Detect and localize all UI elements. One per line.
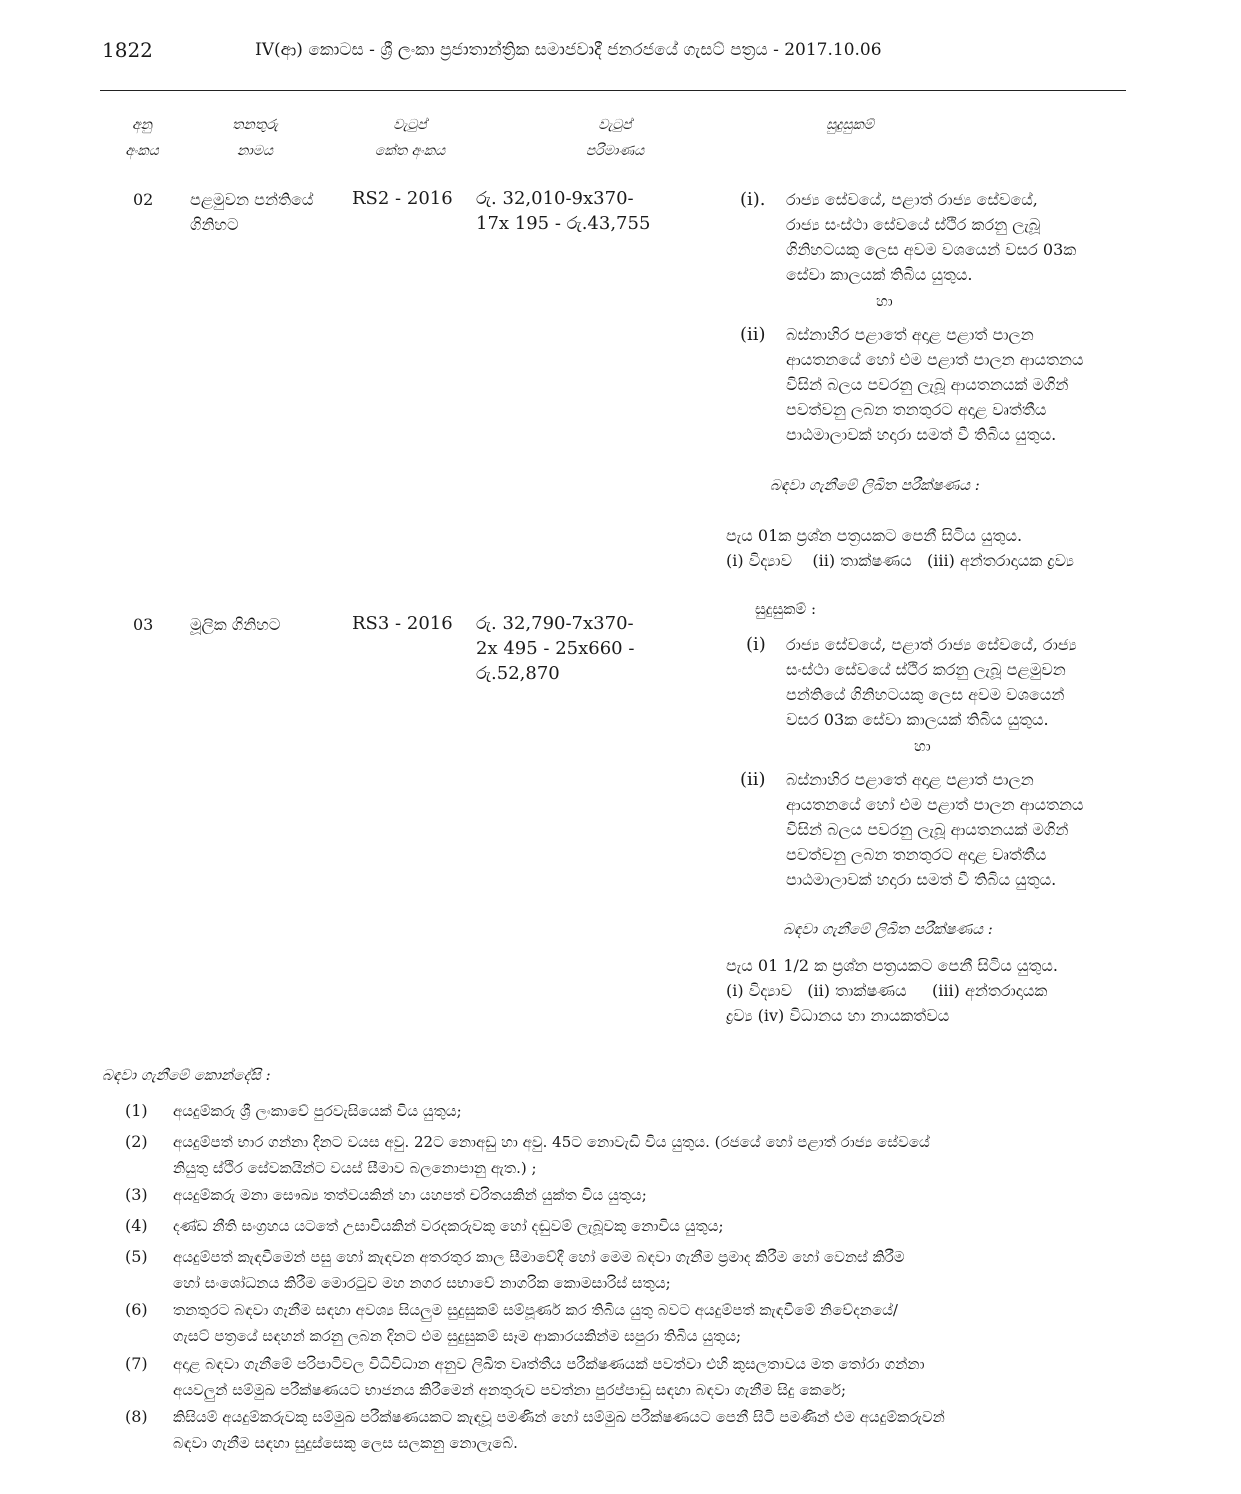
column-header-salary (555, 112, 675, 164)
row-no: 02 (133, 190, 154, 209)
qualification-line: රාජ්‍ය සංස්ථා සේවයේ ස්ථිර කරනු ලැබූ (786, 215, 1041, 234)
condition-marker: (2) (125, 1132, 148, 1151)
condition-marker: (7) (125, 1354, 148, 1373)
condition-line: අයවලුන් සම්මුඛ පරීක්ෂණයට භාජනය කිරීමෙන් අනතුරුව පවත්නා පුරප්පාඩු සඳහා බඳවා ගැනීම සිදු කෙරේ; (173, 1381, 847, 1399)
qualification-text (786, 632, 1126, 732)
column-header-name (200, 112, 310, 164)
exam-heading: බඳවා ගැනීමේ ලිඛිත පරීක්ෂණය : (783, 920, 993, 938)
condition-text (173, 1213, 1126, 1239)
row-name (190, 612, 350, 637)
qualification-line: සංස්ථා සේවයේ ස්ථිර කරනු ලැබූ පළමුවන (786, 660, 1066, 679)
condition-marker: (6) (125, 1300, 148, 1319)
row-name-line: මූලික ගිනිහට (190, 615, 281, 634)
page-title: IV(ආ) කොටස - ශ්‍රී ලංකා ප්‍රජාතාන්ත්‍රික සමාජවාදී ජනරජයේ ගැසට් පත්‍රය - 2017.10.06 (255, 40, 882, 60)
column-header-name-line2: නාමය (236, 143, 274, 159)
condition-text (173, 1297, 1126, 1349)
condition-line: අයදුම්කරු ශ්‍රී ලංකාවේ පුරවැසියෙක් විය යුතුය; (173, 1102, 462, 1120)
condition-line: කිසියම් අයදුම්කරුවකු සම්මුඛ පරීක්ෂණයකට කැඳවූ පමණින් හෝ සම්මුඛ පරීක්ෂණයට පෙනී සිටි පමණින් එම අයදුම්කරුවන් (173, 1408, 945, 1426)
qualification-line: පාඨමාලාවක් හදාරා සමත් වී තිබිය යුතුය. (786, 425, 1057, 444)
exam-heading: බඳවා ගැනීමේ ලිඛිත පරීක්ෂණය : (770, 476, 980, 494)
qualification-line: ගිනිහටයකු ලෙස අවම වශයෙන් වසර 03ක (786, 240, 1077, 259)
qualification-line: පන්තියේ ගිනිහටයකු ලෙස අවම වශයෙන් (786, 685, 1065, 704)
condition-line: බඳවා ගැනීම සඳහා සුදුස්සෙකු ලෙස සලකනු නොලැබේ. (173, 1434, 518, 1452)
column-header-salary-line2: පරිමාණය (585, 143, 645, 159)
condition-text (173, 1129, 1126, 1181)
exam-text (726, 953, 1126, 1028)
qualification-line: රාජ්‍ය සේවයේ, පළාත් රාජ්‍ය සේවයේ, රාජ්‍ය (786, 635, 1077, 654)
condition-marker: (3) (125, 1185, 148, 1204)
row-salary-line: රු. 32,790-7x370- (476, 613, 634, 634)
page-number: 1822 (102, 38, 153, 62)
qualification-text (786, 322, 1126, 447)
condition-line: හෝ සංශෝධනය කිරීම මොරටුව මහ නගර සභාවේ නාගරික කොමසාරිස් සතුය; (173, 1274, 671, 1292)
qualification-line: පවත්වනු ලබන තනතුරට අදාළ වෘත්තීය (786, 400, 1047, 419)
row-salary-line: රු. 32,010-9x370- (476, 188, 634, 209)
row-name-line: ගිනිහට (190, 215, 239, 234)
qualification-marker: (i) (746, 634, 766, 655)
exam-text (726, 523, 1126, 573)
row-name-line: පළමුවන පන්තියේ (190, 190, 314, 209)
qualification-line: පවත්වනු ලබන තනතුරට අදාළ වෘත්තීය (786, 845, 1047, 864)
condition-marker: (5) (125, 1247, 148, 1266)
row-salary-line: රු.52,870 (476, 663, 560, 684)
column-header-salary-line1: වැටුප් (598, 117, 632, 133)
condition-marker: (8) (125, 1407, 148, 1426)
row-salary-line: 2x 495 - 25x660 - (476, 638, 635, 659)
exam-line: පැය 01ක ප්‍රශ්න පත්‍රයකට පෙනී සිටිය යුතුය. (726, 526, 1023, 545)
condition-text (173, 1182, 1126, 1208)
qualification-line: වසර 03ක සේවා කාලයක් තිබිය යුතුය. (786, 710, 1049, 729)
and-word: හා (914, 737, 931, 755)
column-header-code-line2: කේත අංකය (374, 143, 446, 159)
header-rule (100, 90, 1126, 91)
condition-text (173, 1351, 1126, 1403)
exam-line: (i) විද්‍යාව (ii) තාක්ෂණය (iii) අන්තරාදායක ද්‍රව්‍ය (726, 551, 1074, 570)
qualification-marker: (ii) (740, 324, 766, 345)
qualification-line: විසින් බලය පවරනු ලැබූ ආයතනයක් මගින් (786, 375, 1069, 394)
condition-line: දණ්ඩ නීති සංග්‍රහය යටතේ උසාවියකින් වරදකරුවකු හෝ දඬුවම් ලැබූවකු නොවිය යුතුය; (173, 1217, 724, 1235)
column-header-code (350, 112, 470, 164)
qualification-line: ආයතනයේ හෝ එම පළාත් පාලන ආයතනය (786, 795, 1084, 814)
exam-line: ද්‍රව්‍ය (iv) විධානය හා නායකත්වය (726, 1006, 950, 1025)
qualification-text (786, 187, 1126, 287)
qualification-line: බස්නාහිර පළාතේ අදාළ පළාත් පාලන (786, 325, 1034, 344)
qualification-line: පාඨමාලාවක් හදාරා සමත් වී තිබිය යුතුය. (786, 870, 1057, 889)
condition-line: නියුතු ස්ථිර සේවකයින්ට වයස් සීමාව බලනොපානු ඇත.) ; (173, 1159, 537, 1177)
qualification-text (786, 767, 1126, 892)
row-code: RS2 - 2016 (352, 188, 453, 209)
condition-text (173, 1404, 1126, 1456)
condition-marker: (1) (125, 1101, 148, 1120)
qualification-marker: (ii) (740, 769, 766, 790)
column-header-code-line1: වැටුප් (393, 117, 427, 133)
column-header-no-line2: අංකය (125, 143, 159, 159)
and-word: හා (876, 292, 893, 310)
condition-marker: (4) (125, 1216, 148, 1235)
condition-line: අයදුම්කරු මනා සෞඛ්‍ය තත්වයකින් හා යහපත් චරිතයකින් යුක්ත විය යුතුය; (173, 1186, 647, 1204)
qualification-line: රාජ්‍ය සේවයේ, පළාත් රාජ්‍ය සේවයේ, (786, 190, 1038, 209)
qualification-line: විසින් බලය පවරනු ලැබූ ආයතනයක් මගින් (786, 820, 1069, 839)
qualification-marker: (i). (740, 189, 766, 210)
row-name (190, 187, 350, 237)
column-header-name-line1: තනතුරු (232, 117, 278, 133)
row-salary (476, 611, 634, 686)
qualification-line: බස්නාහිර පළාතේ අදාළ පළාත් පාලන (786, 770, 1034, 789)
condition-line: අදාළ බඳවා ගැනීමේ පරිපාටිවල විධිවිධාන අනුව ලිඛිත වෘත්තීය පරීක්ෂණයක් පවත්වා එහි කුසලතාවය මත තෝරා ගන්නා (173, 1355, 925, 1373)
condition-line: තනතුරට බඳවා ගැනීම සඳහා අවශ්‍ය සියලුම සුදුසුකම් සම්පූර්ණ කර තිබිය යුතු බවට අයදුම්පත් කැඳවීමේ නිවේදනයේ/ (173, 1301, 898, 1319)
column-header-no-line1: අනු (132, 117, 152, 133)
qualification-heading: සුදුසුකම් : (755, 600, 817, 618)
condition-line: අයදුම්පත් කැඳවීමෙන් පසු හෝ කැඳවන අතරතුර කාල සීමාවේදී හෝ මෙම බඳවා ගැනීම ප්‍රමාද කිරීම හෝ වෙනස් කිරීම (173, 1248, 905, 1266)
exam-line: (i) විද්‍යාව (ii) තාක්ෂණය (iii) අන්තරාදායක (726, 981, 1048, 1000)
column-header-no (112, 112, 172, 164)
qualification-line: ආයතනයේ හෝ එම පළාත් පාලන ආයතනය (786, 350, 1084, 369)
row-salary (476, 186, 650, 236)
column-header-qualifications: සුදුසුකම් (826, 117, 874, 133)
row-salary-line: 17x 195 - රු.43,755 (476, 213, 651, 234)
exam-line: පැය 01 1/2 ක ප්‍රශ්න පත්‍රයකට පෙනී සිටිය යුතුය. (726, 956, 1058, 975)
row-code: RS3 - 2016 (352, 613, 453, 634)
condition-text (173, 1244, 1126, 1296)
condition-text (173, 1098, 1126, 1124)
condition-line: ගැසට් පත්‍රයේ සඳහන් කරනු ලබන දිනට එම සුදුසුකම් සෑම ආකාරයකින්ම සපුරා තිබිය යුතුය; (173, 1327, 742, 1345)
condition-line: අයදුම්පත් භාර ගන්නා දිනට වයස අවු. 22ට නොඅඩු හා අවු. 45ට නොවැඩි විය යුතුය. (රජයේ හෝ පළාත් රාජ්‍ය සේවයේ (173, 1133, 930, 1151)
qualification-line: සේවා කාලයක් තිබිය යුතුය. (786, 265, 973, 284)
conditions-heading: බඳවා ගැනීමේ කොන්දේසි : (102, 1066, 271, 1084)
row-no: 03 (133, 615, 154, 634)
